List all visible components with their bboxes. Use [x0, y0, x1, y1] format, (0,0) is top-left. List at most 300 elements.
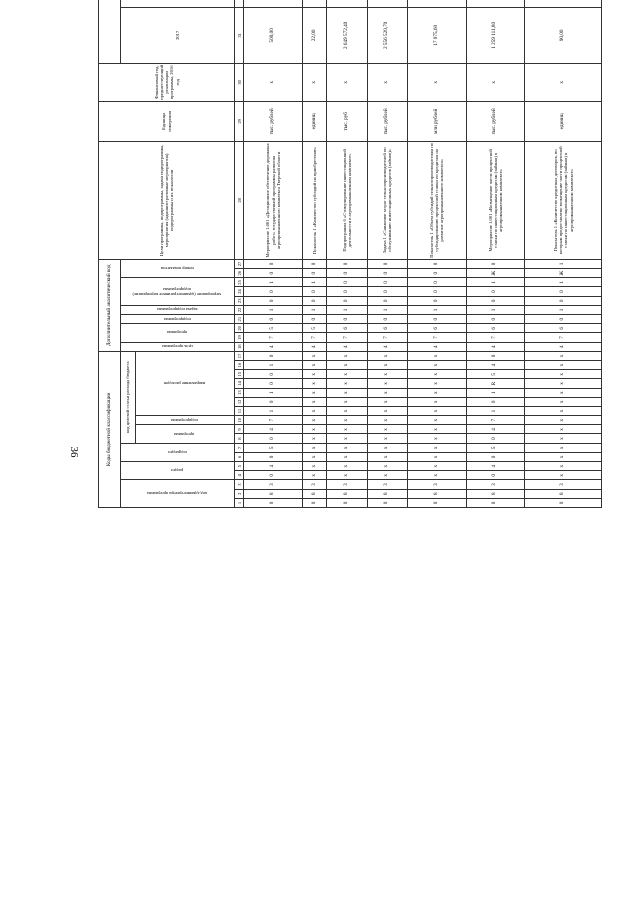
column-number: 14	[235, 379, 244, 388]
code-cell: 0	[466, 351, 525, 360]
code-cell: 0	[244, 296, 303, 305]
code-cell: 0	[407, 315, 466, 324]
code-cell: х	[303, 416, 327, 425]
code-cell: 4	[466, 342, 525, 351]
code-cell: 0	[327, 498, 367, 507]
code-cell: х	[303, 406, 327, 415]
table-row	[407, 0, 466, 508]
column-number: 8	[235, 434, 244, 443]
code-cell: 7	[407, 333, 466, 342]
code-cell: 4	[244, 462, 303, 471]
code-cell: 1	[244, 388, 303, 397]
code-cell: х	[367, 379, 407, 388]
code-cell: 0	[244, 434, 303, 443]
year-value-2017: 90,00	[525, 7, 602, 63]
code-cell: 8	[466, 489, 525, 498]
code-cell: 4	[303, 342, 327, 351]
column-number-row	[235, 0, 244, 508]
header-subsection-text: подраздел	[167, 449, 187, 455]
code-cell: 7	[244, 416, 303, 425]
table-row	[367, 0, 407, 508]
code-cell: х	[407, 425, 466, 434]
code-cell: 0	[367, 315, 407, 324]
code-cell: х	[327, 471, 367, 480]
code-cell: 0	[466, 434, 525, 443]
code-cell: 0	[327, 315, 367, 324]
code-cell: 0	[407, 278, 466, 287]
code-cell: 4	[244, 425, 303, 434]
code-cell: х	[303, 388, 327, 397]
year-value-2017: 17 075,60	[407, 7, 466, 63]
code-cell: 0	[244, 370, 303, 379]
code-cell: х	[327, 462, 367, 471]
year-value-2018	[466, 0, 525, 7]
header-analytic-code: Дополнительный аналитический код	[99, 259, 121, 351]
row-unit: тыс. рублей	[244, 101, 303, 141]
row-unit: единиц	[303, 101, 327, 141]
code-cell: х	[525, 370, 602, 379]
code-cell: 7	[525, 333, 602, 342]
code-cell: 0	[407, 259, 466, 268]
row-unit: тыс. рублей	[367, 101, 407, 141]
code-cell: х	[327, 434, 367, 443]
header-prog	[135, 425, 235, 443]
code-cell: 5	[244, 443, 303, 452]
code-cell: Ж	[466, 269, 525, 278]
code-cell: х	[327, 416, 367, 425]
column-number: 30	[235, 63, 244, 101]
header-subprogram-col	[121, 315, 235, 324]
code-cell: 0	[466, 287, 525, 296]
code-cell: х	[525, 351, 602, 360]
code-cell: 0	[244, 287, 303, 296]
code-cell: 0	[244, 379, 303, 388]
row-unit: тыс. рублей	[466, 101, 525, 141]
code-cell: 0	[303, 498, 327, 507]
header-section	[121, 462, 235, 480]
code-cell: 0	[466, 452, 525, 461]
year-value-2018	[367, 0, 407, 7]
column-number: 17	[235, 351, 244, 360]
table-row	[244, 0, 303, 508]
table-row	[525, 0, 602, 508]
code-cell: 8	[407, 489, 466, 498]
column-number: 5	[235, 462, 244, 471]
table-row	[303, 0, 327, 508]
header-subprog	[135, 416, 235, 425]
code-cell: 0	[525, 287, 602, 296]
code-cell: 0	[327, 287, 367, 296]
code-cell: 8	[303, 489, 327, 498]
code-cell: 1	[407, 305, 466, 314]
row-fin-year: х	[327, 63, 367, 101]
code-cell: х	[303, 425, 327, 434]
code-cell: 0	[407, 296, 466, 305]
code-cell: 5	[303, 324, 327, 333]
code-cell: х	[407, 443, 466, 452]
code-cell: 0	[303, 259, 327, 268]
code-cell: х	[525, 452, 602, 461]
column-number: 6	[235, 452, 244, 461]
row-name: Показатель 1 «Объем субсидий сельхозпроизводителям по субсидированию процентной ставки по кредитам на развитие агропромышленного комплекса»	[407, 141, 466, 259]
code-cell: х	[327, 370, 367, 379]
code-cell: 0	[244, 259, 303, 268]
code-cell: 0	[367, 278, 407, 287]
header-indicator-col	[121, 259, 235, 277]
code-cell: 1	[466, 406, 525, 415]
code-cell: 0	[244, 452, 303, 461]
header-indicator-text: номер показателя	[160, 266, 194, 272]
code-cell: х	[303, 370, 327, 379]
table-row	[466, 0, 525, 508]
table-row	[327, 0, 367, 508]
code-cell: х	[303, 443, 327, 452]
code-cell: 0	[327, 259, 367, 268]
code-cell: х	[525, 379, 602, 388]
code-cell: х	[327, 361, 367, 370]
column-number: 24	[235, 287, 244, 296]
column-number: 26	[235, 269, 244, 278]
column-number: 18	[235, 342, 244, 351]
row-name: Показатель 1 «Количество субсидий на приобретение»	[303, 141, 327, 259]
code-cell: 4	[244, 342, 303, 351]
code-cell: 0	[303, 315, 327, 324]
code-cell: 0	[525, 315, 602, 324]
code-cell: 1	[244, 305, 303, 314]
column-number: 29	[235, 101, 244, 141]
header-tasks-col	[121, 305, 235, 314]
column-number	[235, 0, 244, 7]
header-direction	[135, 351, 235, 415]
year-value-2017: 22,00	[303, 7, 327, 63]
code-cell: х	[303, 351, 327, 360]
code-cell: 5	[466, 443, 525, 452]
code-cell: х	[407, 388, 466, 397]
year-value-2017: 2 649 572,40	[327, 7, 367, 63]
code-cell: 0	[303, 287, 327, 296]
header-subprogram2-text: подпрограмма	[163, 316, 191, 322]
header-years	[99, 0, 121, 63]
column-number: 1	[235, 498, 244, 507]
code-cell: 3	[466, 480, 525, 489]
program-table-frame	[98, 21, 574, 836]
column-number: 31	[235, 7, 244, 63]
row-name: Мероприятие 1.001 «Дотационное обеспечение дорожных работ» государственной программы развития агропромышленного комплекса Тверской области	[244, 141, 303, 259]
column-number: 11	[235, 406, 244, 415]
code-cell: 0	[367, 287, 407, 296]
code-cell: 3	[244, 480, 303, 489]
code-cell: 8	[244, 489, 303, 498]
column-number: 23	[235, 296, 244, 305]
code-cell: х	[525, 425, 602, 434]
code-cell: 3	[327, 480, 367, 489]
code-cell: 0	[525, 498, 602, 507]
row-name: Мероприятие 1.001 «Возмещение части процентной ставки по инвестиционным кредитам (займам) в агропромышленном комплексе»	[466, 141, 525, 259]
code-cell: х	[367, 416, 407, 425]
code-cell: х	[367, 462, 407, 471]
code-cell: х	[525, 434, 602, 443]
code-cell: 7	[327, 333, 367, 342]
code-cell: х	[327, 397, 367, 406]
column-number: 16	[235, 361, 244, 370]
code-cell: 1	[466, 388, 525, 397]
code-cell: 0	[244, 315, 303, 324]
header-subsection	[121, 443, 235, 461]
header-section-text: раздел	[171, 468, 184, 474]
code-cell: х	[327, 379, 367, 388]
code-cell: х	[327, 388, 367, 397]
code-cell: 7	[303, 333, 327, 342]
code-cell: х	[327, 425, 367, 434]
code-cell: х	[407, 361, 466, 370]
code-cell: х	[367, 370, 407, 379]
code-cell: 1	[525, 259, 602, 268]
year-value-2018	[327, 0, 367, 7]
column-number: 27	[235, 259, 244, 268]
code-cell: 5	[244, 324, 303, 333]
code-cell: х	[407, 452, 466, 461]
row-name: Показатель 1 «Количество кредитных договоров, по которым предоставлено возмещение части процентной ставки по инвестиционным кредитам (займам) в агропромышленном комплексе»	[525, 141, 602, 259]
code-cell: х	[525, 406, 602, 415]
header-program-col	[121, 324, 235, 342]
code-cell: 0	[244, 269, 303, 278]
code-cell: х	[407, 462, 466, 471]
column-number: 2	[235, 489, 244, 498]
code-cell: 3	[367, 480, 407, 489]
row-fin-year: х	[525, 63, 602, 101]
row-name: Подпрограмма 6 «Стимулирование инвестиционной деятельности в агропромышленном комплексе»	[327, 141, 367, 259]
code-cell: 0	[407, 498, 466, 507]
code-cell: 4	[466, 361, 525, 370]
code-cell: 0	[327, 296, 367, 305]
code-cell: х	[367, 471, 407, 480]
code-cell: 1	[244, 406, 303, 415]
year-value-2018	[303, 0, 327, 7]
row-unit: тыс. руб	[327, 101, 367, 141]
code-cell: 6	[367, 324, 407, 333]
code-cell: 1	[244, 361, 303, 370]
code-cell: 4	[466, 462, 525, 471]
code-cell: х	[525, 388, 602, 397]
row-unit: млн рублей	[407, 101, 466, 141]
header-budget-codes: Коды бюджетной классификации	[99, 351, 121, 507]
header-fin-year: Финансовый год, предшествующий реализации программы, 2016 год	[99, 63, 235, 101]
code-cell: х	[303, 434, 327, 443]
code-cell: 0	[244, 498, 303, 507]
code-cell: х	[367, 406, 407, 415]
year-value-2018	[407, 0, 466, 7]
code-cell: х	[367, 361, 407, 370]
year-value-2017: 2 556 520,70	[367, 7, 407, 63]
code-cell: х	[367, 388, 407, 397]
code-cell: 8	[327, 489, 367, 498]
code-cell: х	[367, 434, 407, 443]
row-name: Задача 1 «Снижение затрат сельхозпроизводителей по обслуживанию инвестиционных кредитов (займов)»	[367, 141, 407, 259]
code-cell: х	[525, 416, 602, 425]
column-number: 13	[235, 388, 244, 397]
header-direction-text: направление расходов	[163, 381, 205, 386]
row-fin-year: х	[244, 63, 303, 101]
column-number: 7	[235, 443, 244, 452]
code-cell: 7	[367, 333, 407, 342]
code-cell: 3	[525, 480, 602, 489]
code-cell: 1	[303, 305, 327, 314]
header-unit: Единица измерения	[99, 101, 235, 141]
header-goal-text: цель программы	[161, 344, 193, 350]
code-cell: х	[303, 452, 327, 461]
column-number: 19	[235, 333, 244, 342]
header-goal-col	[121, 342, 235, 351]
code-cell: х	[525, 397, 602, 406]
code-cell: R	[466, 379, 525, 388]
header-admin	[121, 480, 235, 508]
code-cell: х	[367, 452, 407, 461]
column-number: 21	[235, 315, 244, 324]
code-cell: х	[407, 416, 466, 425]
column-number: 4	[235, 471, 244, 480]
code-cell: 0	[367, 498, 407, 507]
code-cell: 1	[466, 305, 525, 314]
code-cell: х	[525, 443, 602, 452]
column-number: 28	[235, 141, 244, 259]
code-cell: 0	[303, 269, 327, 278]
code-cell: 0	[466, 296, 525, 305]
code-cell: 7	[466, 333, 525, 342]
year-value-2017: 1 259 111,80	[466, 7, 525, 63]
column-number: 12	[235, 397, 244, 406]
code-cell: 1	[303, 278, 327, 287]
code-cell: 0	[327, 278, 367, 287]
code-cell: х	[303, 471, 327, 480]
code-cell: Ж	[525, 269, 602, 278]
code-cell: х	[327, 351, 367, 360]
column-number: 3	[235, 480, 244, 489]
code-cell: 4	[466, 425, 525, 434]
code-cell: х	[525, 462, 602, 471]
code-cell: х	[367, 425, 407, 434]
code-cell: 6	[327, 324, 367, 333]
code-cell: х	[327, 443, 367, 452]
code-cell: х	[407, 471, 466, 480]
code-cell: 0	[525, 296, 602, 305]
code-cell: х	[525, 361, 602, 370]
header-admin-text: код администратора программы	[147, 491, 207, 497]
code-cell: 4	[407, 342, 466, 351]
code-cell: х	[407, 397, 466, 406]
code-cell: 3	[303, 480, 327, 489]
code-cell: 6	[466, 324, 525, 333]
column-number: 20	[235, 324, 244, 333]
header-year-2017: 2017	[121, 7, 235, 63]
row-fin-year: х	[466, 63, 525, 101]
program-indicators-table	[98, 0, 602, 508]
row-fin-year: х	[303, 63, 327, 101]
header-year-2018	[121, 0, 235, 7]
code-cell: 3	[407, 480, 466, 489]
code-cell: 0	[466, 259, 525, 268]
year-value-2018	[244, 0, 303, 7]
row-fin-year: х	[407, 63, 466, 101]
page-number: 36	[68, 446, 80, 458]
code-cell: 8	[525, 489, 602, 498]
row-unit: единиц	[525, 101, 602, 141]
header-name: Цели программы, подпрограммы, задачи подпрограммы, мероприятия (административные мероприятия) подпрограммы и их показатели	[99, 141, 235, 259]
header-event-text: мероприятие (административное мероприятие) подпрограммы	[132, 286, 222, 297]
header-subprogram-text: подпрограмма	[170, 417, 198, 423]
code-cell: 0	[303, 296, 327, 305]
program-table-rotated	[98, 0, 574, 508]
code-cell: х	[407, 379, 466, 388]
code-cell: 4	[367, 342, 407, 351]
code-cell: 0	[367, 296, 407, 305]
code-cell: 0	[466, 471, 525, 480]
code-cell: 1	[367, 305, 407, 314]
code-cell: 0	[407, 269, 466, 278]
code-cell: 0	[327, 269, 367, 278]
code-cell: 0	[407, 287, 466, 296]
code-cell: 0	[244, 397, 303, 406]
code-cell: х	[407, 351, 466, 360]
code-cell: 0	[367, 269, 407, 278]
code-cell: 0	[244, 471, 303, 480]
code-cell: х	[303, 361, 327, 370]
code-cell: 4	[525, 342, 602, 351]
code-cell: х	[407, 406, 466, 415]
code-cell: 8	[367, 489, 407, 498]
code-cell: х	[367, 351, 407, 360]
column-number: 25	[235, 278, 244, 287]
code-cell: х	[327, 406, 367, 415]
header-expense-code: код целевой статьи расхода бюджета	[121, 351, 135, 443]
code-cell: 7	[466, 416, 525, 425]
year-value-2017: 500,00	[244, 7, 303, 63]
code-cell: 5	[466, 370, 525, 379]
code-cell: х	[303, 462, 327, 471]
header-program2-text: программа	[167, 330, 188, 336]
code-cell: х	[525, 471, 602, 480]
code-cell: 6	[525, 324, 602, 333]
header-row-1	[99, 0, 121, 508]
code-cell: х	[303, 397, 327, 406]
code-cell: х	[367, 397, 407, 406]
code-cell: 0	[466, 397, 525, 406]
code-cell: 7	[244, 333, 303, 342]
code-cell: 0	[466, 498, 525, 507]
code-cell: 4	[327, 342, 367, 351]
code-cell: х	[327, 452, 367, 461]
code-cell: 1	[327, 305, 367, 314]
code-cell: х	[367, 443, 407, 452]
code-cell: 0	[367, 259, 407, 268]
header-tasks-text: задача подпрограммы	[156, 307, 198, 313]
code-cell: 1	[525, 305, 602, 314]
column-number: 15	[235, 370, 244, 379]
column-number: 10	[235, 416, 244, 425]
header-program-text: программа	[174, 431, 195, 437]
code-cell: 1	[244, 278, 303, 287]
column-number: 22	[235, 305, 244, 314]
column-number: 9	[235, 425, 244, 434]
code-cell: 6	[407, 324, 466, 333]
code-cell: 0	[244, 351, 303, 360]
row-fin-year: х	[367, 63, 407, 101]
year-value-2018	[525, 0, 602, 7]
code-cell: х	[407, 434, 466, 443]
code-cell: х	[303, 379, 327, 388]
code-cell: 1	[525, 278, 602, 287]
code-cell: 0	[466, 315, 525, 324]
code-cell: 1	[466, 278, 525, 287]
